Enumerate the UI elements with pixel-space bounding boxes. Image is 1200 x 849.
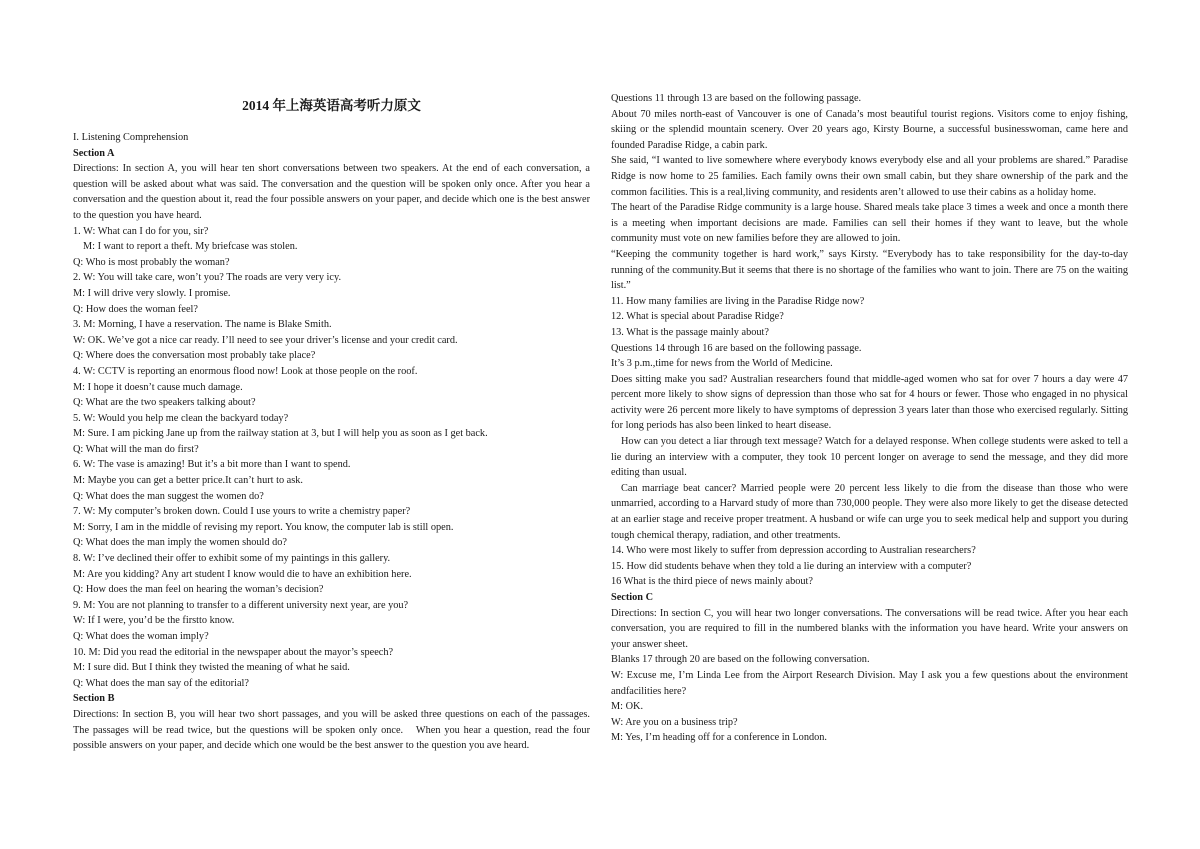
passage-2-opening: It’s 3 p.m.,time for news from the World of Medicine. <box>611 358 833 370</box>
conversation-line: 5. W: Would you help me clean the backyard today? <box>73 412 289 424</box>
passage-2-question: 15. How did students behave when they told a lie during an interview with a computer? <box>611 560 972 572</box>
section-b-heading: Section B <box>73 693 115 705</box>
dialogue-line: W: Excuse me, I’m Linda Lee from the Airport Research Division. May I ask you a few questions about the environment andfacilities here? <box>611 669 1128 697</box>
section-a-directions: Directions: In section A, you will hear ten short conversations between two speakers. At the end of each conversation, a question will be asked about what was said. The conversation and the question will be spoken only once. After you hear a conversation and the question about it, read the four possible answers on your paper, and decide which one is the best answer to the question you have heard. <box>73 163 590 221</box>
conversation-line: M: I hope it doesn’t cause much damage. <box>73 381 243 393</box>
conversation-line: 7. W: My computer’s broken down. Could I use yours to write a chemistry paper? <box>73 506 411 518</box>
section-c-directions: Directions: In section C, you will hear two longer conversations. The conversations will be read twice. After you hear each conversation, you are required to fill in the numbered blanks with the information you have heard. Write your answers on your answer sheet. <box>611 607 1128 650</box>
passage-1-intro: Questions 11 through 13 are based on the following passage. <box>611 93 862 104</box>
passage-1-question: 12. What is special about Paradise Ridge? <box>611 311 784 323</box>
passage-2-intro: Questions 14 through 16 are based on the following passage. <box>611 342 862 354</box>
section-b-directions: Directions: In section B, you will hear two short passages, and you will be asked three questions on each of the passages. The passages will be read twice, but the questions will be spoken only once. When you hear a question, read the four possible answers on your paper, and decide which one would be the best answer to the question you ave heard. <box>73 708 590 752</box>
passage-1-paragraph: About 70 miles north-east of Vancouver is one of Canada’s most beautiful tourist regions. Visitors come to enjoy fishing, skiing or the splendid mountain scenery. Over 20 years ago, Kirsty Bourne, a successful businesswoman, came here and founded Paradise Ridge, a cabin park. <box>611 108 1128 151</box>
passage-2-question: 16 What is the third piece of news mainly about? <box>611 576 813 588</box>
conversation-line: W: OK. We’ve got a nice car ready. I’ll need to see your driver’s license and your credit card. <box>73 334 458 346</box>
section-a-conversations <box>73 224 590 692</box>
conversation-line: Q: What will the man do first? <box>73 443 199 455</box>
conversation-line: 2. W: You will take care, won’t you? The roads are very very icy. <box>73 272 342 284</box>
conversation-line: Q: Who is most probably the woman? <box>73 256 230 268</box>
conversation-line: 8. W: I’ve declined their offer to exhibit some of my paintings in this gallery. <box>73 553 391 565</box>
conversation-line: Q: What does the man suggest the women do? <box>73 490 264 502</box>
conversation-line: 9. M: You are not planning to transfer to a different university next year, are you? <box>73 599 409 611</box>
page-title: 2014 年上海英语高考听力原文 <box>242 98 421 113</box>
conversation-line: Q: What does the man imply the women should do? <box>73 537 288 549</box>
conversation-line: Q: What does the man say of the editorial? <box>73 677 249 689</box>
conversation-line: 10. M: Did you read the editorial in the newspaper about the mayor’s speech? <box>73 646 394 658</box>
conversation-line: W: If I were, you’d be the firstto know. <box>73 615 235 627</box>
passage-2-paragraph: Does sitting make you sad? Australian researchers found that middle-aged women who sat for over 7 hours a day were 47 percent more likely to show signs of depression than those who sat for 4 hours or fewer. Those who engaged in no physical activity were 26 percent more likely to have symptoms of depression 3 years later than those who exercised regularly. Sitting for long periods has also been linked to heart disease. <box>611 373 1128 432</box>
passage-2-paragraph: How can you detect a liar through text message? Watch for a delayed response. When college students were asked to tell a lie during an interview with a computer, they took 10 percent longer on average to send the message, and they did more editing than usual. <box>611 436 1128 479</box>
conversation-line: 3. M: Morning, I have a reservation. The name is Blake Smith. <box>73 319 332 331</box>
dialogue-line: W: Are you on a business trip? <box>611 716 738 728</box>
passage-1-question: 11. How many families are living in the Paradise Ridge now? <box>611 295 865 307</box>
conversation-line: 6. W: The vase is amazing! But it’s a bit more than I want to spend. <box>73 459 351 471</box>
dialogue-line: M: Yes, I’m heading off for a conference in London. <box>611 732 827 744</box>
passage-1-paragraph: The heart of the Paradise Ridge community is a large house. Shared meals take place 3 times a week and once a month there is a meeting when important decisions are made. Families can sell their homes if they want to leave, but the whole community must vote on new families before they are allowed to join. <box>611 202 1128 245</box>
passage-1-paragraph: She said, “I wanted to live somewhere where everybody knows everybody else and all your problems are shared.” Paradise Ridge is now home to 25 families. Each family owns their own small cabin, but they share ownership of the park and the common facilities. This is a real,living community, and residents aren’t allowed to use their cabins as a holiday home. <box>611 155 1128 198</box>
passage-1-question: 13. What is the passage mainly about? <box>611 326 769 338</box>
conversation-line: Q: How does the man feel on hearing the woman’s decision? <box>73 584 324 596</box>
passage-2-paragraph: Can marriage beat cancer? Married people were 20 percent less likely to die from the disease than those who were unmarried, according to a Harvard study of more than 730,000 people. They were also more likely to get the disease detected at an earlier stage and receive proper treatment. A husband or wife can urge you to seek medical help and support you during tough chemical therapy, radiation, and other treatments. <box>611 482 1128 541</box>
conversation-line: M: I sure did. But I think they twisted the meaning of what he said. <box>73 662 350 674</box>
conversation-line: Q: Where does the conversation most probably take place? <box>73 350 316 362</box>
conversation-line: M: I want to report a theft. My briefcase was stolen. <box>83 241 298 253</box>
passage-2-question: 14. Who were most likely to suffer from depression according to Australian researchers? <box>611 545 976 557</box>
conversation-line: M: Sure. I am picking Jane up from the railway station at 3, but I will help you as soon as I get back. <box>73 428 488 440</box>
part-heading: I. Listening Comprehension <box>73 132 189 143</box>
conversation-line: Q: How does the woman feel? <box>73 303 198 315</box>
conversation-line: Q: What does the woman imply? <box>73 631 209 642</box>
conversation-line: 1. W: What can I do for you, sir? <box>73 225 209 237</box>
conversation-line: M: Maybe you can get a better price.It can’t hurt to ask. <box>73 475 303 487</box>
conversation-line: Q: What are the two speakers talking about? <box>73 397 256 409</box>
dialogue-line: M: OK. <box>611 701 644 713</box>
right-column <box>611 91 1128 746</box>
section-c-heading: Section C <box>611 592 654 603</box>
conversation-line: M: Are you kidding? Any art student I know would die to have an exhibition here. <box>73 568 412 580</box>
conversation-line: M: Sorry, I am in the middle of revising my report. You know, the computer lab is still open. <box>73 521 454 533</box>
conversation-line: M: I will drive very slowly. I promise. <box>73 287 231 299</box>
section-a-heading: Section A <box>73 147 115 159</box>
passage-1-paragraph: “Keeping the community together is hard work,” says Kirsty. “Everybody has to take responsibility for the day-to-day running of the community.But it seems that there is no shortage of the families who want to join. There are 75 on the waiting list.” <box>611 248 1128 292</box>
conversation-line: 4. W: CCTV is reporting an enormous flood now! Look at those people on the roof. <box>73 365 418 377</box>
blanks-intro: Blanks 17 through 20 are based on the following conversation. <box>611 654 870 666</box>
left-column <box>73 91 590 754</box>
